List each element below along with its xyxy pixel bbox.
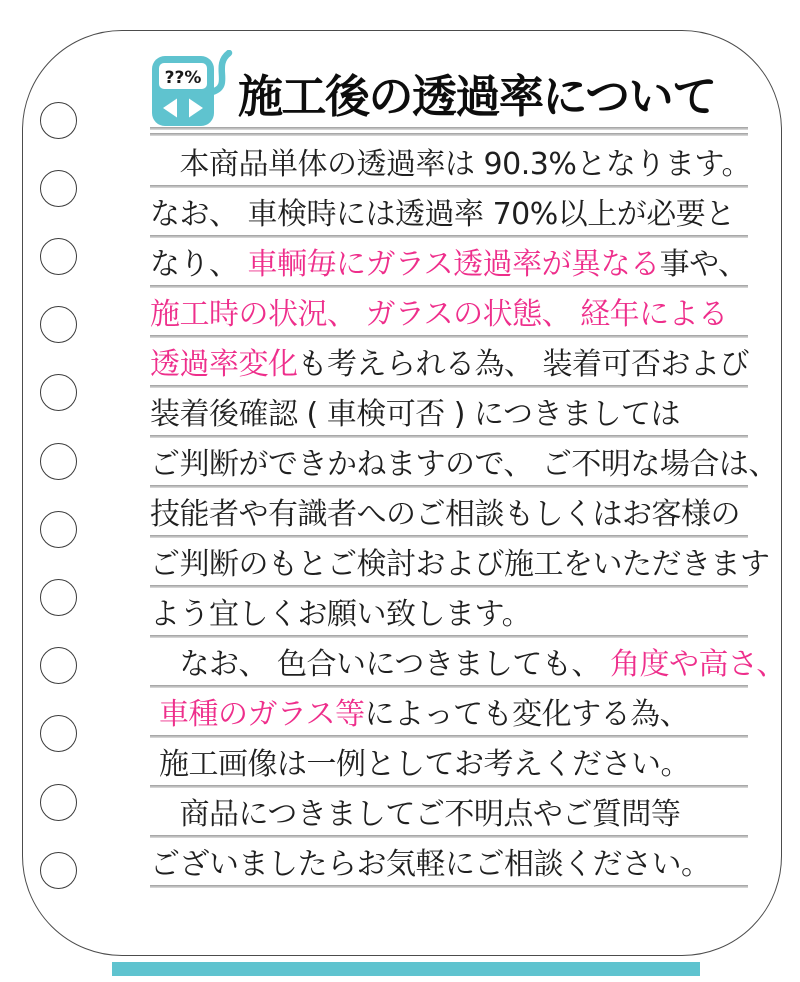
- binder-hole: [40, 852, 77, 889]
- binder-hole: [40, 784, 77, 821]
- text-line: [150, 388, 748, 438]
- text-line-content: ご判断ができかねますので、 ご不明な場合は、: [150, 447, 778, 482]
- text-line-content: ご判断のもとご検討および施工をいただきます: [150, 547, 770, 582]
- binder-hole: [40, 579, 77, 616]
- text-line-content: なお、 車検時には透過率 70%以上が必要と: [150, 197, 735, 232]
- text-line: [150, 288, 748, 338]
- binder-hole: [40, 647, 77, 684]
- binder-hole: [40, 511, 77, 548]
- transmittance-meter-icon: [150, 50, 236, 128]
- meter-screen-text: ??%: [164, 68, 202, 88]
- text-line-content: 車種のガラス等によっても変化する為、: [159, 697, 690, 732]
- text-line: [150, 788, 748, 838]
- text-line: [150, 138, 751, 188]
- binder-hole: [40, 170, 77, 207]
- ruled-line: [150, 885, 748, 888]
- text-line: [150, 738, 748, 788]
- text-line: [150, 238, 748, 288]
- text-line-content: よう宜しくお願い致します。: [150, 597, 532, 632]
- text-line: [150, 438, 778, 488]
- text-line-content: 商品につきましてご不明点やご質問等: [150, 797, 681, 832]
- text-line-content: 施工画像は一例としてお考えください。: [150, 747, 691, 782]
- text-line-content: なり、 車輌毎にガラス透過率が異なる事や、: [150, 247, 748, 282]
- bottom-accent-bar: [112, 962, 700, 976]
- text-line-content: 本商品単体の透過率は 90.3%となります。: [150, 147, 751, 182]
- binder-hole: [40, 102, 77, 139]
- body-text: [150, 138, 786, 888]
- page-header: [150, 50, 748, 128]
- text-line: [150, 638, 786, 688]
- text-line-content: なお、 色合いにつきましても、 角度や高さ、: [150, 647, 786, 682]
- text-line: [150, 588, 748, 638]
- text-line: [150, 188, 748, 238]
- text-line: [150, 538, 770, 588]
- text-line: [150, 488, 748, 538]
- binder-hole: [40, 238, 77, 275]
- text-line: [150, 338, 748, 388]
- meter-cable: [212, 53, 229, 92]
- text-line-content: 透過率変化も考えられる為、 装着可否および: [150, 347, 750, 382]
- text-line-content: 技能者や有識者へのご相談もしくはお客様の: [150, 497, 740, 532]
- binder-hole: [40, 306, 77, 343]
- text-line: [150, 688, 748, 738]
- page-title: 施工後の透過率について: [238, 69, 716, 123]
- text-line-content: 施工時の状況、 ガラスの状態、 経年による: [150, 297, 728, 332]
- text-line-content: ございましたらお気軽にご相談ください。: [150, 847, 711, 882]
- text-line-content: 装着後確認 ( 車検可否 ) につきましては: [150, 397, 680, 432]
- text-line: [150, 838, 748, 888]
- binder-hole: [40, 443, 77, 480]
